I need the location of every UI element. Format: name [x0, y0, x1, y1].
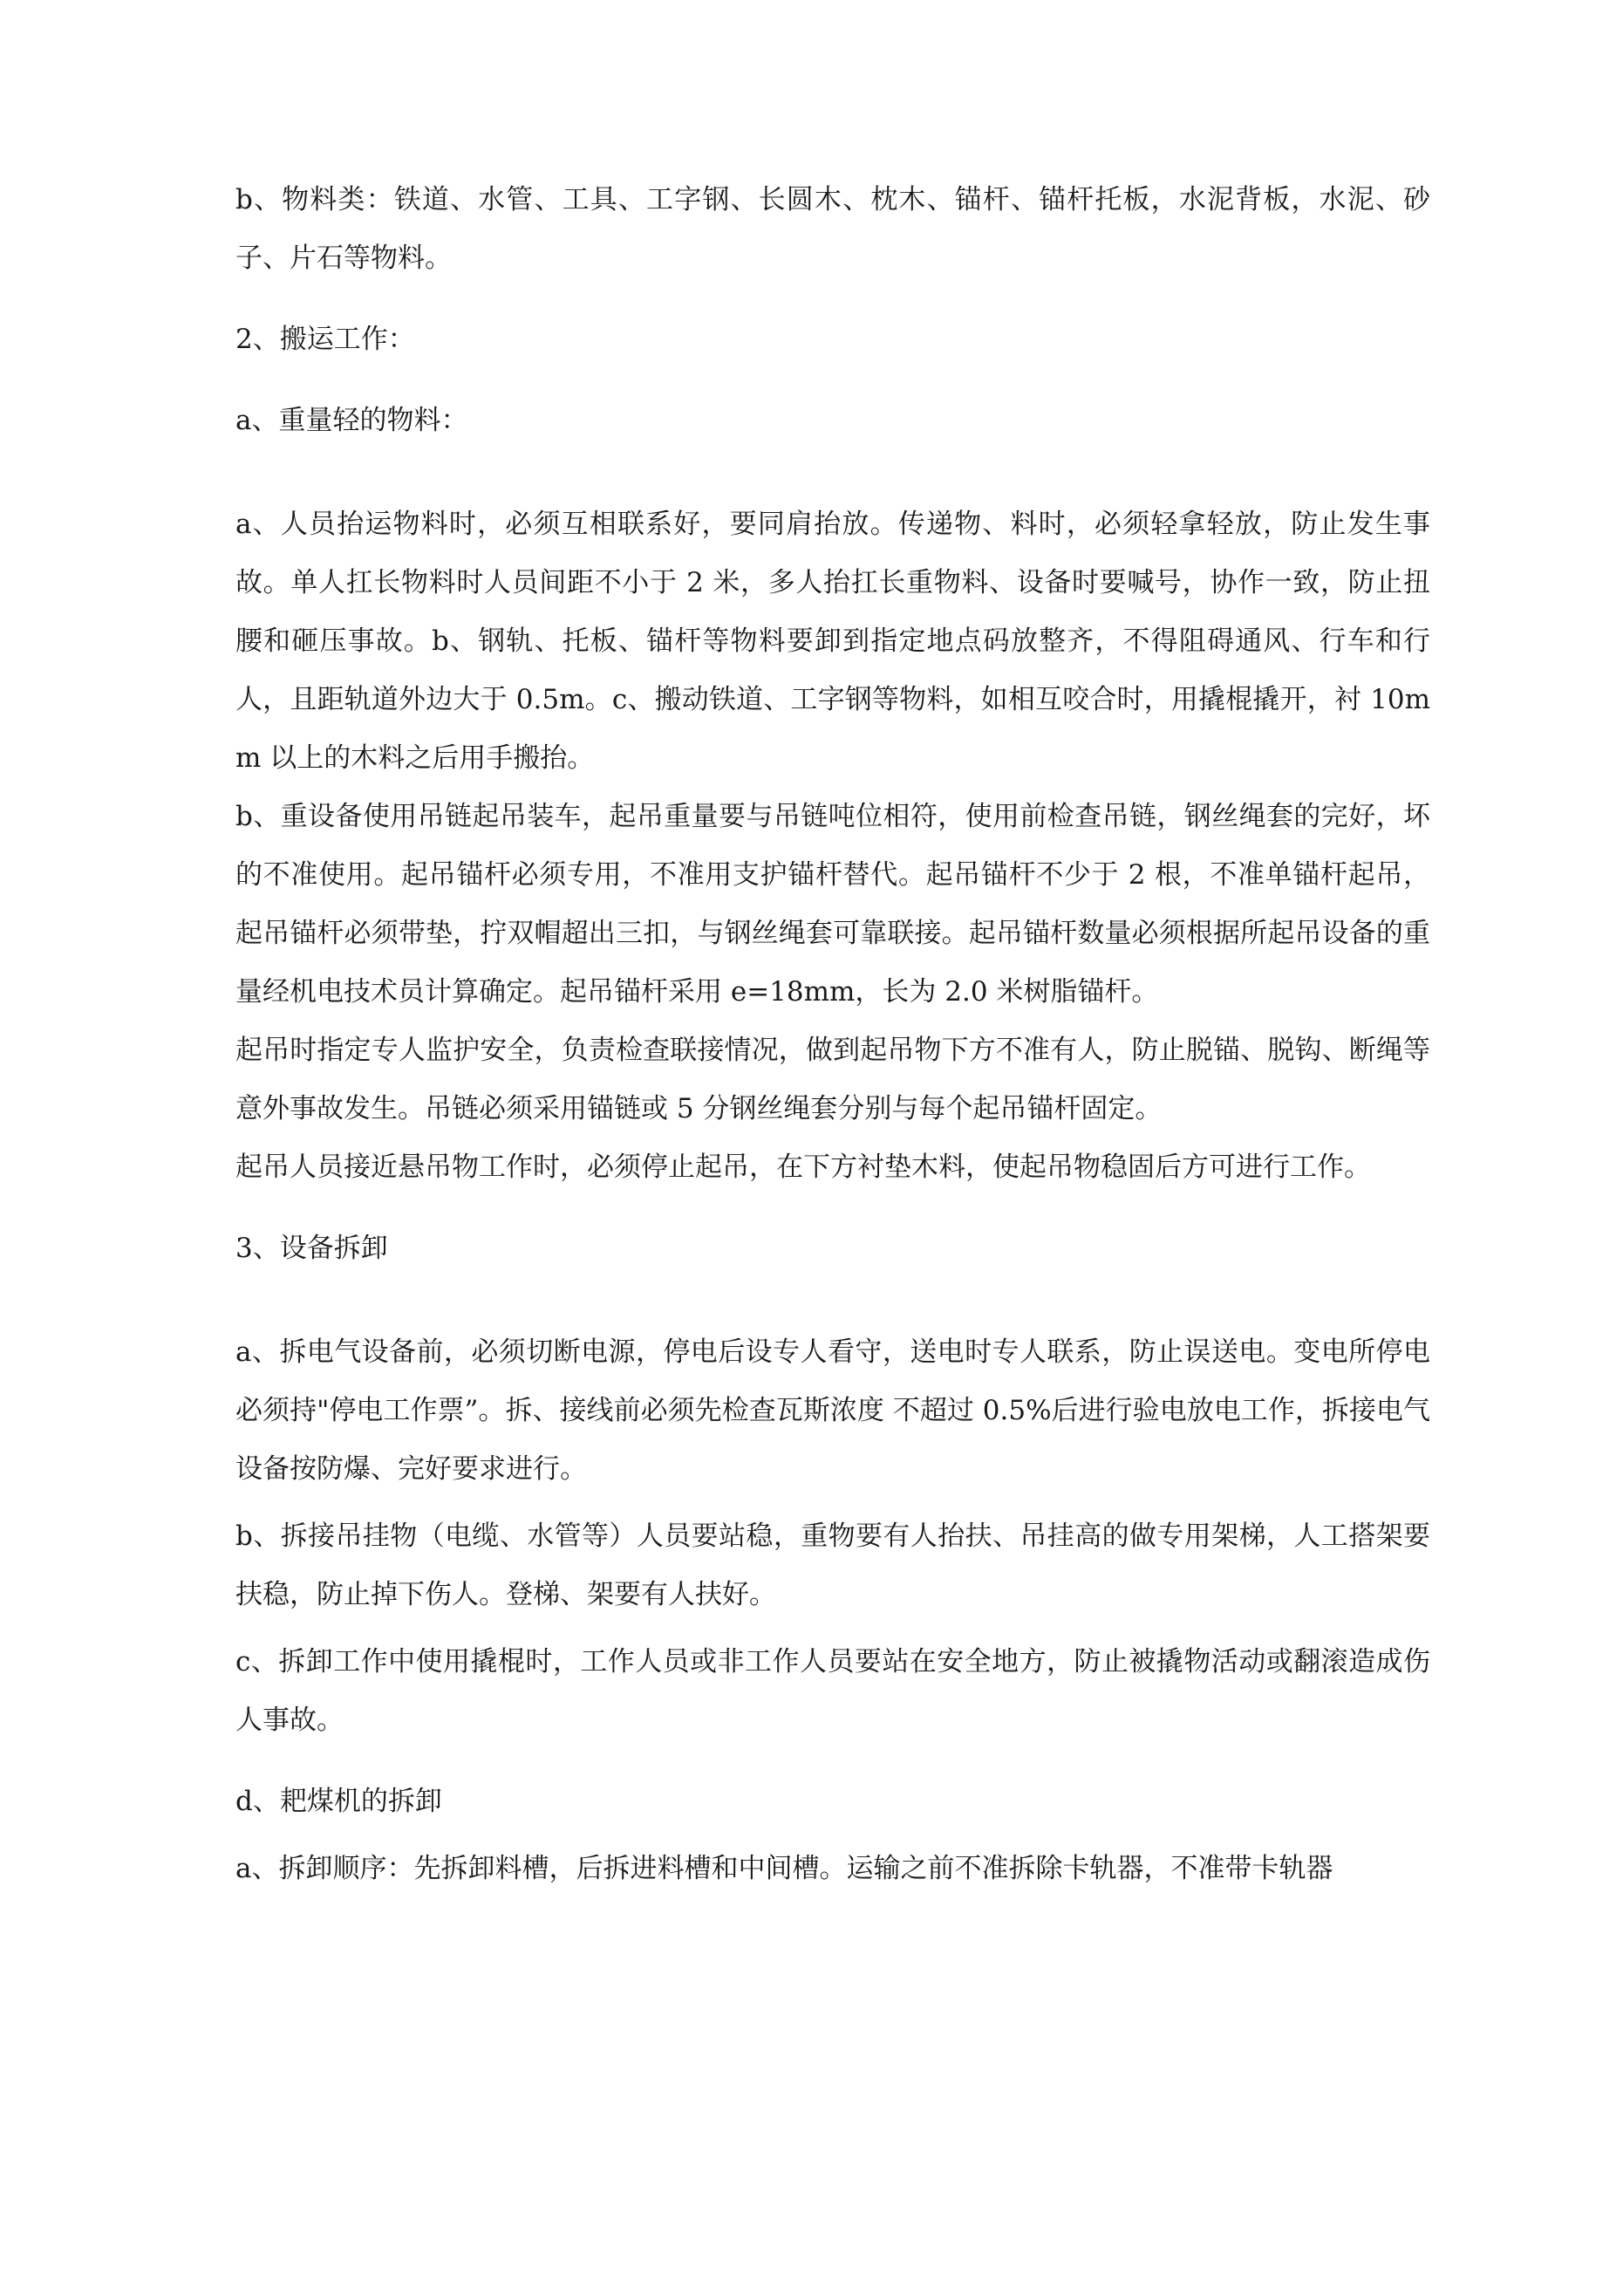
paragraph-hanging-items: b、拆接吊挂物（电缆、水管等）人员要站稳，重物要有人抬扶、吊挂高的做专用架梯，人工搭架要扶稳，防止掉下伤人。登梯、架要有人扶好。 [235, 1520, 1430, 1610]
paragraph-carrying-rules: a、人员抬运物料时，必须互相联系好，要同肩抬放。传递物、料时，必须轻拿轻放，防止发生事故。单人扛长物料时人员间距不小于 2 米，多人抬扛长重物料、设备时要喊号，协作一致，防止扭腰和砸压事故。b、钢轨、托板、锚杆等物料要卸到指定地点码放整齐，不得阻碍通风、行车和行人，且距轨道外边大于 0.5m。c、搬动铁道、工字钢等物料，如相互咬合时，用撬棍撬开，衬 10mm 以上的木料之后用手搬抬。 [235, 509, 1430, 774]
paragraph-dismantling-order: a、拆卸顺序：先拆卸料槽，后拆进料槽和中间槽。运输之前不准拆除卡轨器，不准带卡轨器 [235, 1853, 1333, 1884]
paragraph-heavy-equipment: b、重设备使用吊链起吊装车，起吊重量要与吊链吨位相符，使用前检查吊链，钢丝绳套的完好，坏的不准使用。起吊锚杆必须专用，不准用支护锚杆替代。起吊锚杆不少于 2 根，不准单锚杆起吊，起吊锚杆必须带垫，拧双帽超出三扣，与钢丝绳套可靠联接。起吊锚杆数量必须根据所起吊设备的重量经机电技术员计算确定。起吊锚杆采用 e=18mm，长为 2.0 米树脂锚杆。 [235, 801, 1430, 1008]
paragraph-lifting-workers: 起吊人员接近悬吊物工作时，必须停止起吊，在下方衬垫木料，使起吊物稳固后方可进行工作。 [235, 1151, 1371, 1183]
heading-transport-work: 2、搬运工作： [235, 324, 415, 355]
subheading-loader-dismantling: d、耙煤机的拆卸 [235, 1786, 442, 1817]
heading-equipment-dismantling: 3、设备拆卸 [235, 1233, 388, 1264]
document-page [235, 171, 1430, 1898]
paragraph-crowbar-use: c、拆卸工作中使用撬棍时，工作人员或非工作人员要站在安全地方，防止被撬物活动或翻滚造成伤人事故。 [235, 1646, 1430, 1736]
paragraph-lifting-supervision: 起吊时指定专人监护安全，负责检查联接情况，做到起吊物下方不准有人，防止脱锚、脱钩、断绳等意外事故发生。吊链必须采用锚链或 5 分钢丝绳套分别与每个起吊锚杆固定。 [235, 1035, 1430, 1124]
paragraph-electrical-dismantling: a、拆电气设备前，必须切断电源，停电后设专人看守，送电时专人联系，防止误送电。变电所停电必须持"停电工作票”。拆、接线前必须先检查瓦斯浓度 不超过 0.5%后进行验电放电工作，拆接电气设备按防爆、完好要求进行。 [235, 1336, 1430, 1485]
subheading-light-materials: a、重量轻的物料： [235, 405, 468, 436]
paragraph-materials: b、物料类：铁道、水管、工具、工字钢、长圆木、枕木、锚杆、锚杆托板，水泥背板，水泥、砂子、片石等物料。 [235, 184, 1430, 274]
